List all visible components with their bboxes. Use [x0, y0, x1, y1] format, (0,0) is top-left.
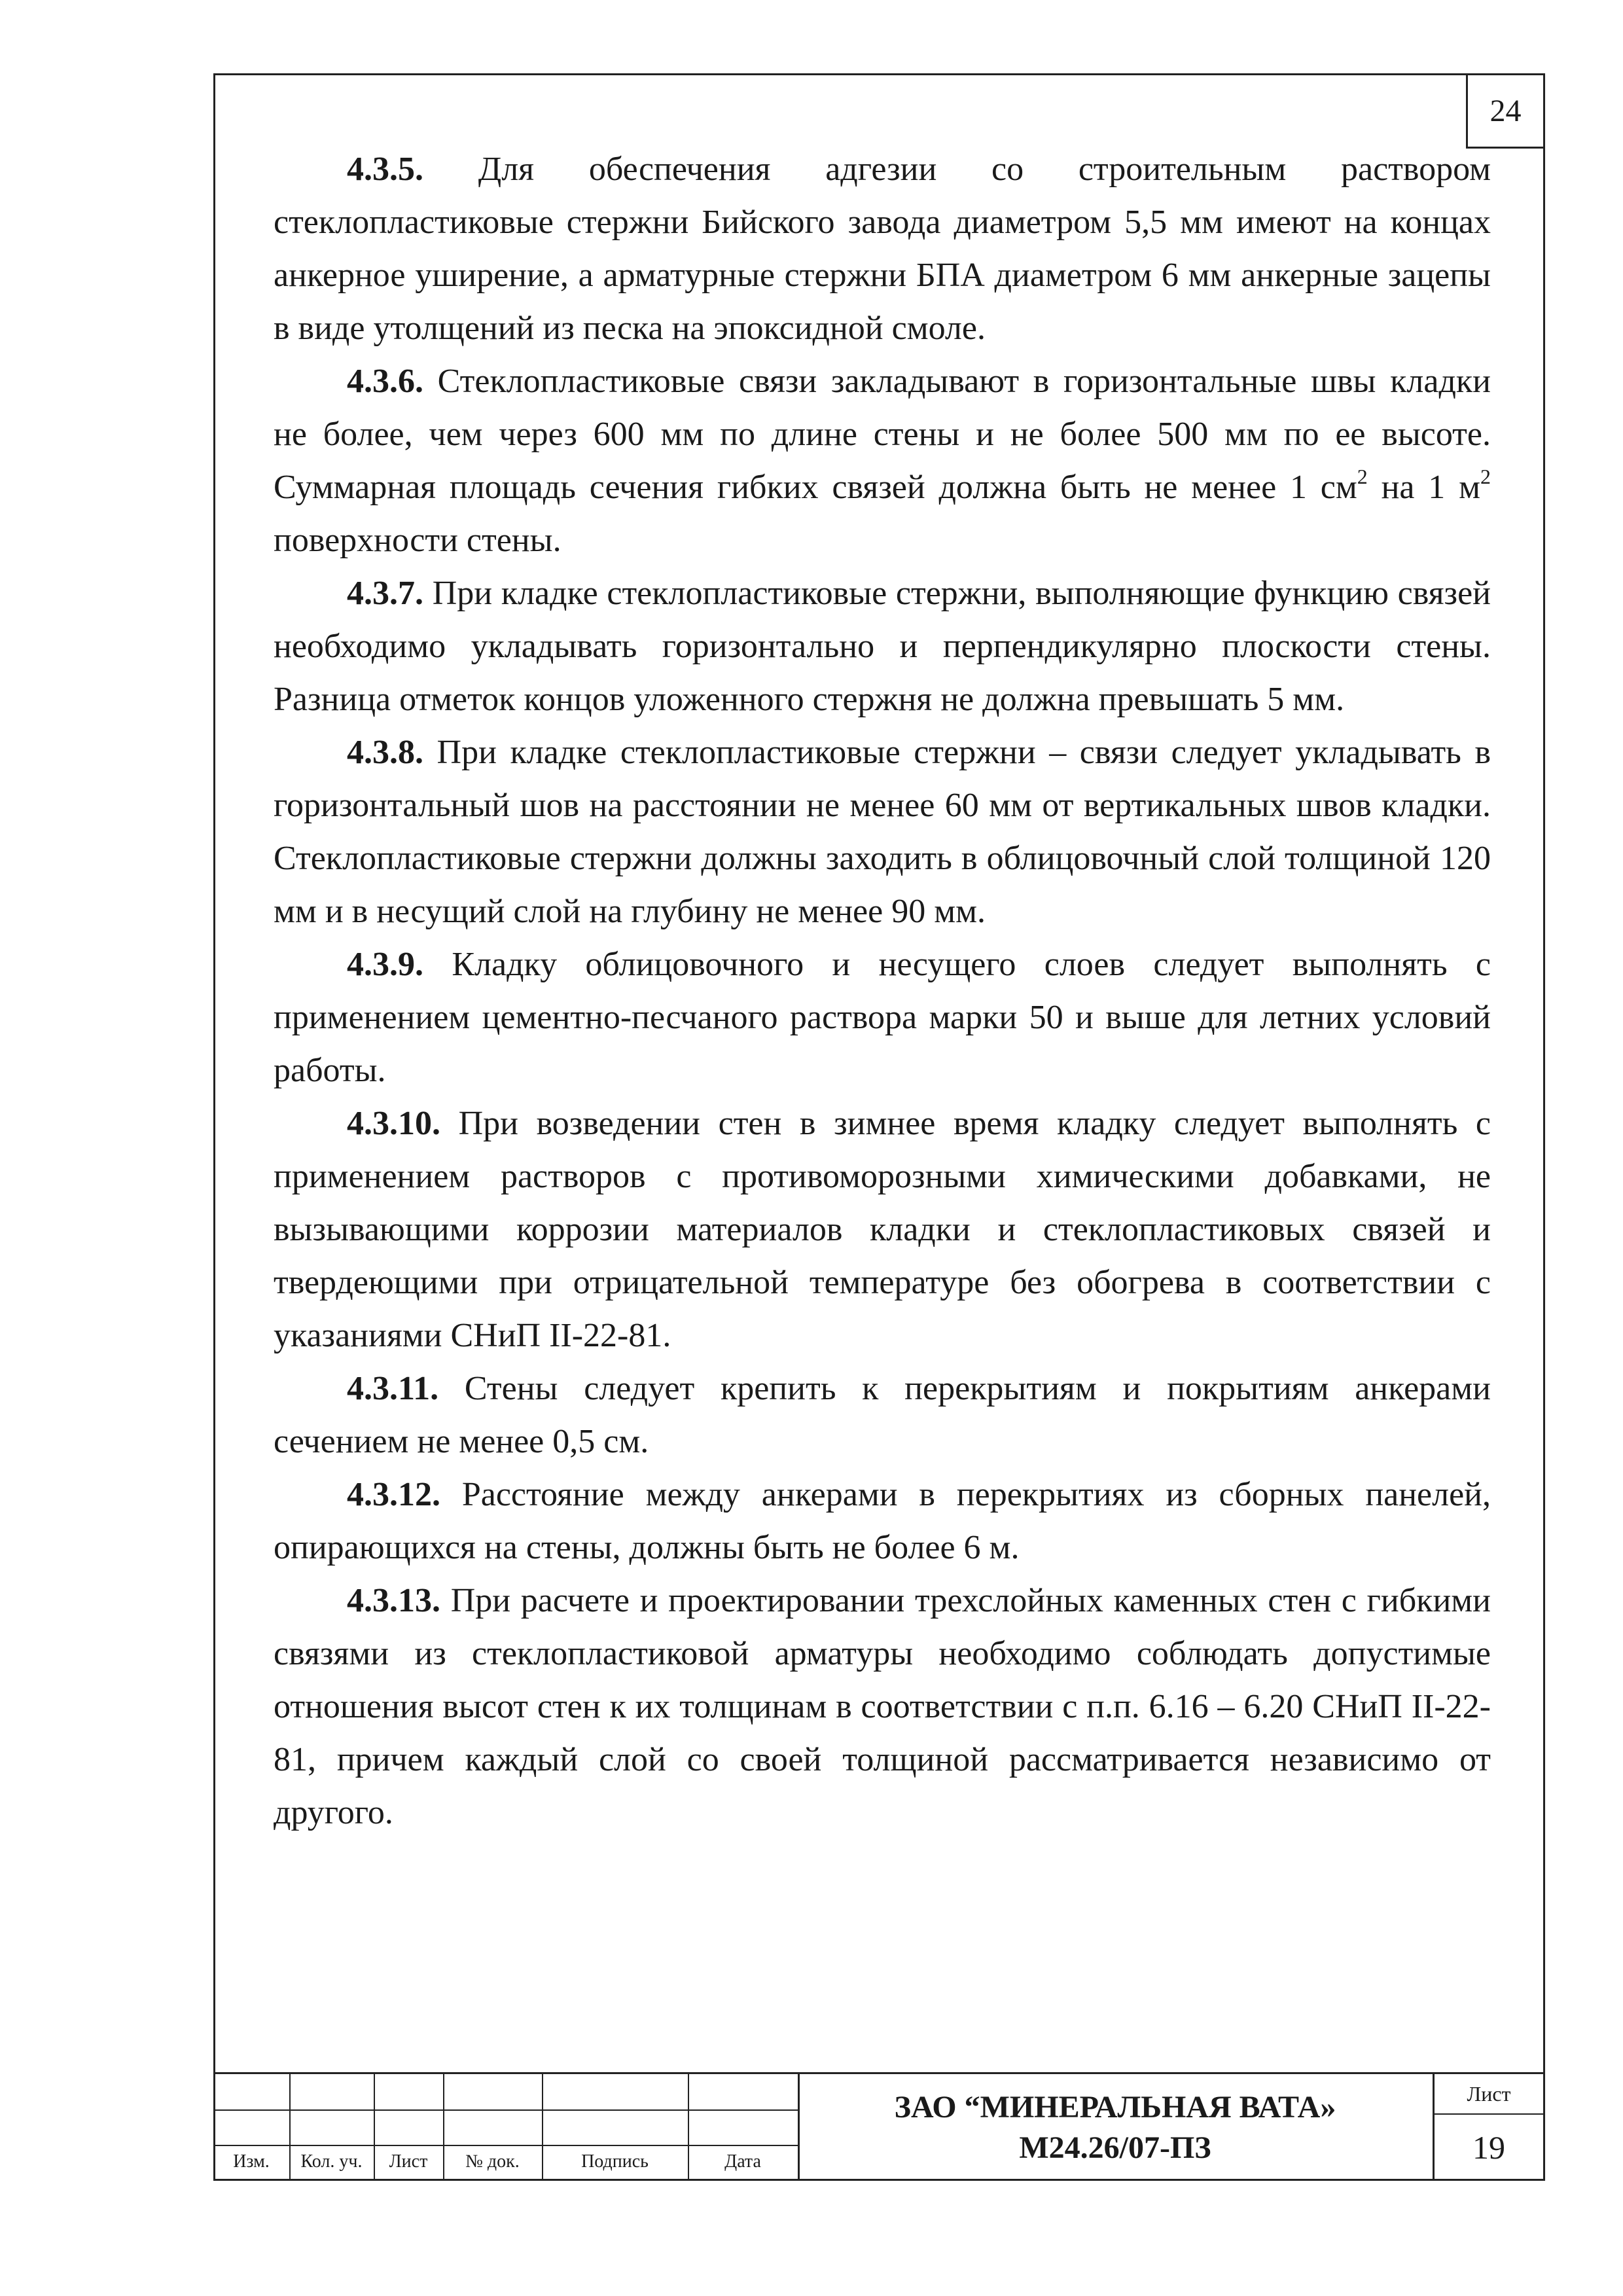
paragraph-4-3-6 [274, 355, 1491, 567]
superscript: 2 [1480, 465, 1491, 488]
superscript: 2 [1357, 465, 1368, 488]
paragraph-number: 4.3.7. [347, 575, 423, 612]
title-block [213, 2072, 1545, 2181]
paragraph-number: 4.3.5. [347, 151, 423, 188]
col-label-doc-num: № док. [465, 2151, 520, 2172]
sheet-label: Лист [1467, 2081, 1511, 2106]
document-code: М24.26/07-ПЗ [1019, 2130, 1211, 2165]
col-label-kol-uch: Кол. уч. [300, 2151, 363, 2172]
paragraph-text: При расчете и проектировании трехслойных каменных стен с гибкими связями из стеклопластиковой арматуры необходимо соблюдать допустимые отношения высот стен к их толщинам в соответствии с п.п. 6.16 – 6.20 СНиП II-22-81, причем каждый слой со своей толщиной рассматривается независимо от другого. [274, 1582, 1491, 1831]
paragraph-text: на 1 м [1367, 469, 1480, 506]
paragraph-text: поверхности стены. [274, 522, 562, 559]
paragraph-text: При кладке стеклопластиковые стержни – связи следует укладывать в горизонтальный шов на расстоянии не менее 60 мм от вертикальных швов кладки. Стеклопластиковые стержни должны заходить в облицовочный слой толщиной 120 мм и в несущий слой на глубину не менее 90 мм. [274, 734, 1491, 930]
paragraph-text: Для обеспечения адгезии со строительным раствором стеклопластиковые стержни Бийского завода диаметром 5,5 мм имеют на концах анкерное уширение, а арматурные стержни БПА диаметром 6 мм анкерные зацепы в виде утолщений из песка на эпоксидной смоле. [274, 151, 1491, 347]
organization-name: ЗАО “МИНЕРАЛЬНАЯ ВАТА» [894, 2089, 1336, 2125]
paragraph-4-3-10 [274, 1097, 1491, 1362]
paragraph-4-3-11 [274, 1362, 1491, 1468]
paragraph-number: 4.3.12. [347, 1476, 440, 1513]
col-label-list: Лист [389, 2151, 428, 2172]
paragraph-text: При возведении стен в зимнее время кладку следует выполнять с применением растворов с противоморозными химическими добавками, не вызывающими коррозии материалов кладки и стеклопластиковых связей и твердеющими при отрицательной температуре без обогрева в соответствии с указаниями СНиП II-22-81. [274, 1105, 1491, 1354]
paragraph-number: 4.3.11. [347, 1370, 439, 1407]
organization-block [798, 2074, 1433, 2181]
paragraph-4-3-13 [274, 1574, 1491, 1839]
paragraph-number: 4.3.8. [347, 734, 423, 771]
col-label-izm: Изм. [233, 2151, 270, 2172]
paragraph-4-3-7 [274, 567, 1491, 726]
paragraph-number: 4.3.13. [347, 1582, 440, 1619]
page-number: 24 [1466, 75, 1543, 149]
col-label-date: Дата [724, 2151, 761, 2172]
paragraph-text: При кладке стеклопластиковые стержни, выполняющие функцию связей необходимо укладывать горизонтально и перпендикулярно плоскости стены. Разница отметок концов уложенного стержня не должна превышать 5 мм. [274, 575, 1491, 718]
paragraph-text: Стены следует крепить к перекрытиям и покрытиям анкерами сечением не менее 0,5 см. [274, 1370, 1491, 1460]
paragraph-text: Стеклопластиковые связи закладывают в горизонтальные швы кладки не более, чем через 600 мм по длине стены и не более 500 мм по ее высоте. Суммарная площадь сечения гибких связей должна быть не менее 1 см [274, 363, 1491, 506]
paragraph-text: Кладку облицовочного и несущего слоев следует выполнять с применением цементно-песчаного раствора марки 50 и выше для летних условий работы. [274, 946, 1491, 1089]
document-body [274, 143, 1491, 1839]
paragraph-4-3-12 [274, 1468, 1491, 1574]
paragraph-number: 4.3.9. [347, 946, 423, 983]
col-label-signature: Подпись [581, 2151, 649, 2172]
sheet-number: 19 [1472, 2128, 1505, 2166]
paragraph-number: 4.3.10. [347, 1105, 440, 1142]
paragraph-text: Расстояние между анкерами в перекрытиях из сборных панелей, опирающихся на стены, должны быть не более 6 м. [274, 1476, 1491, 1566]
paragraph-4-3-5 [274, 143, 1491, 355]
paragraph-4-3-8 [274, 726, 1491, 938]
paragraph-4-3-9 [274, 938, 1491, 1097]
paragraph-number: 4.3.6. [347, 363, 423, 400]
title-block-rule [213, 2109, 798, 2111]
